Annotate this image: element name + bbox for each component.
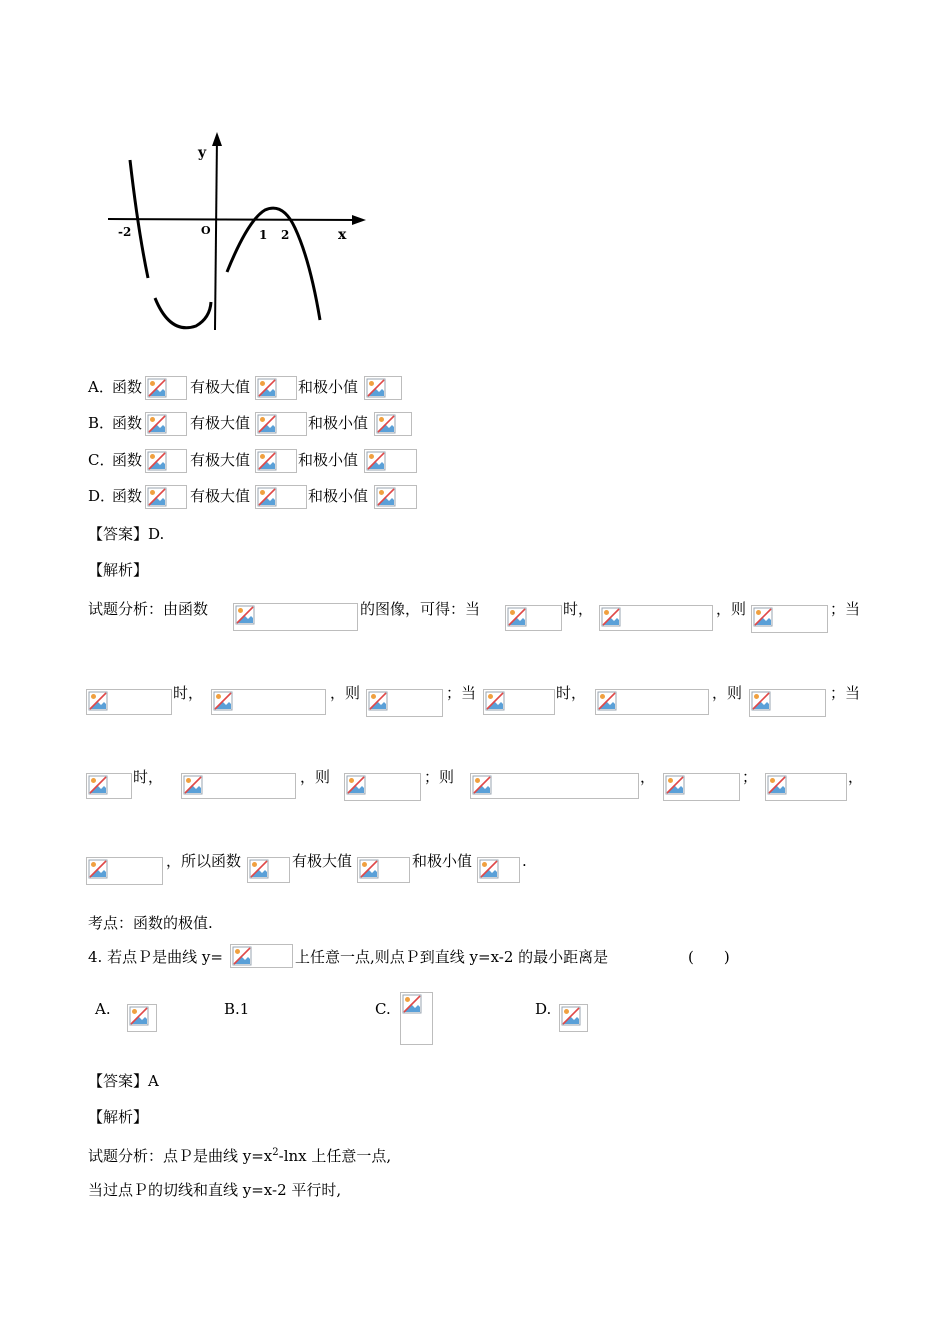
tick-label-1: 1 [259,228,268,242]
analysis-text: ，则 [716,600,747,618]
option-c-text-2: 有极大值 [190,451,251,469]
broken-image-icon [751,605,828,633]
option-a-letter: A． [88,378,114,396]
broken-image-icon [366,689,443,717]
analysis-text: ；当 [446,684,477,702]
option-d-text-3: 和极小值 [308,487,369,505]
analysis-text: 时， [563,600,594,618]
broken-image-icon [145,376,187,400]
broken-image-icon [374,485,417,509]
broken-image-icon [559,1004,588,1032]
q3-analysis-heading: 【解析】 [88,561,149,579]
broken-image-icon [127,1004,157,1032]
superscript: 2 [272,1147,279,1158]
option-b-letter: B． [88,414,115,432]
analysis-text: 和极小值 [412,852,473,870]
analysis-text: 有极大值 [292,852,353,870]
broken-image-icon [470,773,639,799]
broken-image-icon [86,773,132,799]
option-a-text-2: 有极大值 [190,378,251,396]
analysis-text: ， [848,768,864,786]
broken-image-icon [477,857,520,883]
option-c-text-1: 函数 [112,451,143,469]
q4-option-a: A. [95,1000,111,1018]
option-b-text-1: 函数 [112,414,143,432]
broken-image-icon [255,376,297,400]
axis-label-x: x [338,227,347,243]
broken-image-icon [749,689,826,717]
broken-image-icon [505,605,562,631]
analysis-text: ，则 [330,684,361,702]
analysis-text: ；当 [830,600,861,618]
function-graph [100,130,370,340]
broken-image-icon [765,773,847,801]
tick-label-neg2: -2 [118,225,132,239]
analysis-text: . [522,852,527,870]
broken-image-icon [344,773,421,801]
q4-answer-paren: ( ) [688,948,730,966]
option-b-text-2: 有极大值 [190,414,251,432]
broken-image-icon [663,773,740,801]
analysis-text: 时， [133,768,164,786]
broken-image-icon [211,689,326,715]
broken-image-icon [255,412,307,436]
q4-stem: 4. 若点Ｐ是曲线 y= [88,948,223,966]
q3-kaodian: 考点：函数的极值. [88,914,213,932]
y-axis [215,136,217,330]
broken-image-icon [86,689,172,715]
option-d-letter: D． [88,487,116,505]
q4-option-c: C. [375,1000,391,1018]
q3-answer: 【答案】D. [88,525,165,543]
analysis-text: 试题分析：由函数 [88,600,209,618]
broken-image-icon [599,605,713,631]
analysis-text: ，则 [300,768,331,786]
x-axis-arrow [352,215,366,225]
broken-image-icon [364,376,402,400]
analysis-text: ，所以函数 [166,852,242,870]
broken-image-icon [255,449,297,473]
curve-bowl [155,298,211,328]
broken-image-icon [374,412,412,436]
tick-label-2: 2 [281,228,290,242]
broken-image-icon [233,603,358,631]
broken-image-icon [145,449,187,473]
broken-image-icon [483,689,555,715]
option-d-text-2: 有极大值 [190,487,251,505]
broken-image-icon [247,857,290,883]
option-b-text-3: 和极小值 [308,414,369,432]
option-c-letter: C． [88,451,115,469]
q4-stem-rest: 上任意一点,则点Ｐ到直线 y=x-2 的最小距离是 [295,948,609,966]
curve-right-branch [227,208,320,320]
broken-image-icon [230,944,293,968]
broken-image-icon [181,773,296,799]
broken-image-icon [145,412,187,436]
broken-image-icon [595,689,709,715]
q4-analysis-line-1 [88,1143,391,1166]
analysis-text: ， [640,768,656,786]
option-c-text-3: 和极小值 [298,451,359,469]
axis-label-y: y [198,145,207,161]
q4-analysis-text: -lnx 上任意一点, [278,1147,392,1165]
broken-image-icon [86,857,163,885]
analysis-text: 时， [173,684,204,702]
origin-label: O [201,224,211,237]
q4-answer: 【答案】A [88,1072,159,1090]
option-d-text-1: 函数 [112,487,143,505]
analysis-text: ，则 [712,684,743,702]
analysis-text: 时， [556,684,587,702]
q4-analysis-line-2: 当过点Ｐ的切线和直线 y=x-2 平行时, [88,1181,342,1199]
q4-analysis-text: 试题分析：点Ｐ是曲线 y=x [88,1147,273,1165]
option-a-text-3: 和极小值 [298,378,359,396]
broken-image-icon [255,485,307,509]
q4-option-b: B.1 [224,1000,250,1018]
broken-image-icon [400,992,433,1045]
analysis-text: ； [742,768,758,786]
x-axis [108,219,362,220]
broken-image-icon [357,857,410,883]
y-axis-arrow [212,132,222,146]
q4-option-d: D. [535,1000,552,1018]
analysis-text: ；当 [830,684,861,702]
broken-image-icon [145,485,187,509]
analysis-text: 的图像，可得：当 [360,600,481,618]
broken-image-icon [364,449,417,473]
analysis-text: ；则 [424,768,455,786]
option-a-text-1: 函数 [112,378,143,396]
q4-analysis-heading: 【解析】 [88,1108,149,1126]
